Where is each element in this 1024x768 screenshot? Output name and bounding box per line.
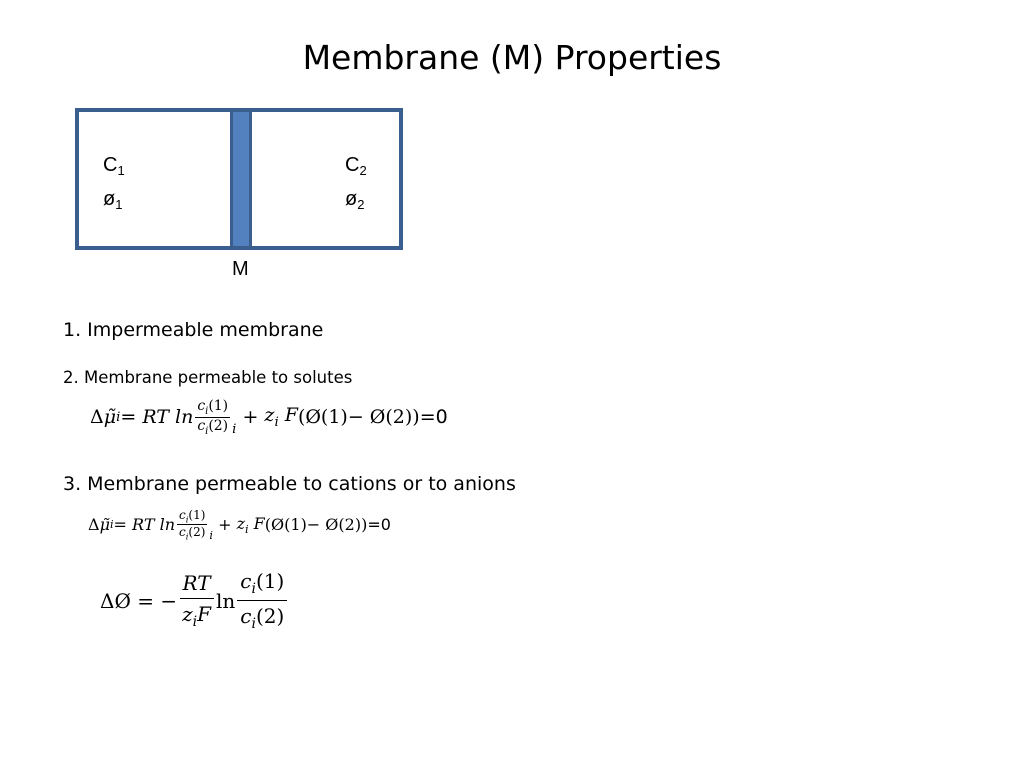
left-concentration-label: $C_1$	[103, 154, 125, 178]
equation-electrochemical-2: Δ μ̃ i = RT ln $\frac{c_i(1)}{c_i(2)}$ $_i$ + $z_i$ F (Ø(1)− Ø(2)) =0	[88, 508, 391, 542]
equation-2-tail: =0	[367, 515, 391, 535]
membrane	[230, 112, 252, 246]
equation-1-tail: =0	[419, 406, 448, 429]
membrane-label: M	[232, 258, 249, 280]
slide-title: Membrane (M) Properties	[302, 38, 722, 77]
item-impermeable: 1. Impermeable membrane	[63, 319, 324, 341]
right-concentration-label: $C_2$	[345, 154, 367, 178]
item-permeable-ions: 3. Membrane permeable to cations or to anions	[63, 473, 516, 495]
equation-nernst: ΔØ = − $\frac{RT}{z_iF}$ ln $\frac{c_i(1)}{c_i(2)}$	[100, 566, 289, 635]
item-permeable-solutes: 2. Membrane permeable to solutes	[63, 368, 353, 387]
left-potential-label: $ø_1$	[103, 188, 123, 212]
equation-electrochemical-1: Δ μ̃ i = RT ln $\frac{c_i(1)}{c_i(2)}$ $_i$ + $z_i$ F (Ø(1)− Ø(2)) =0	[90, 398, 448, 437]
right-potential-label: $ø_2$	[345, 188, 365, 212]
